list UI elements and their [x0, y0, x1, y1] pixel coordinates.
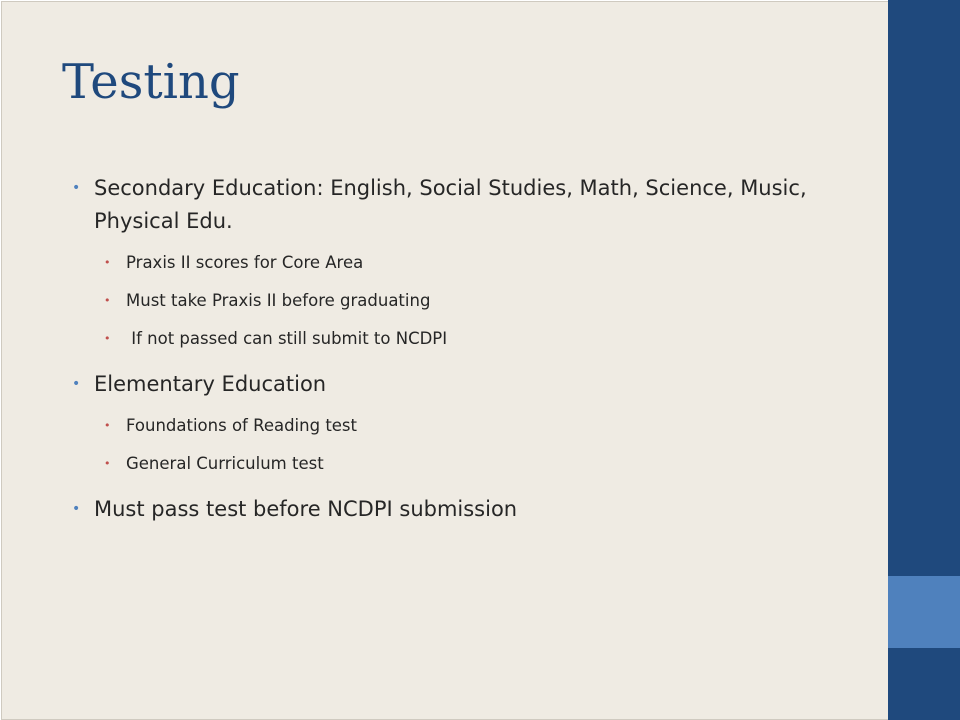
sub-bullet-praxis-before-graduating	[104, 290, 862, 312]
bullet-dot-icon: •	[72, 376, 81, 392]
bullet-dot-icon: •	[104, 419, 111, 432]
bullet-dot-icon: •	[72, 501, 81, 517]
bullet-dot-icon: •	[72, 180, 81, 196]
sub-bullet-text: Must take Praxis II before graduating	[126, 291, 431, 310]
sub-bullet-text: Praxis II scores for Core Area	[126, 253, 364, 272]
bullet-dot-icon: •	[104, 294, 111, 307]
bullet-list	[72, 172, 862, 526]
slide-title: Testing	[62, 54, 240, 110]
sub-bullet-praxis-scores	[104, 252, 862, 274]
sub-bullet-foundations-reading	[104, 415, 862, 437]
sub-bullet-not-passed	[104, 328, 862, 350]
bullet-dot-icon: •	[104, 332, 111, 345]
bullet-dot-icon: •	[104, 256, 111, 269]
sub-bullet-text: General Curriculum test	[126, 454, 324, 473]
bullet-secondary-education	[72, 172, 862, 238]
bullet-must-pass-test	[72, 493, 862, 526]
bullet-text: Must pass test before NCDPI submission	[94, 497, 518, 521]
sub-bullet-text: Foundations of Reading test	[126, 416, 357, 435]
sub-bullet-general-curriculum	[104, 453, 862, 475]
bullet-elementary-education	[72, 368, 862, 401]
bullet-dot-icon: •	[104, 457, 111, 470]
bullet-text: Secondary Education: English, Social Studies, Math, Science, Music, Physical Edu.	[94, 176, 807, 233]
sub-bullet-text: If not passed can still submit to NCDPI	[126, 329, 448, 348]
bullet-text: Elementary Education	[94, 372, 327, 396]
side-accent-block	[888, 576, 960, 648]
